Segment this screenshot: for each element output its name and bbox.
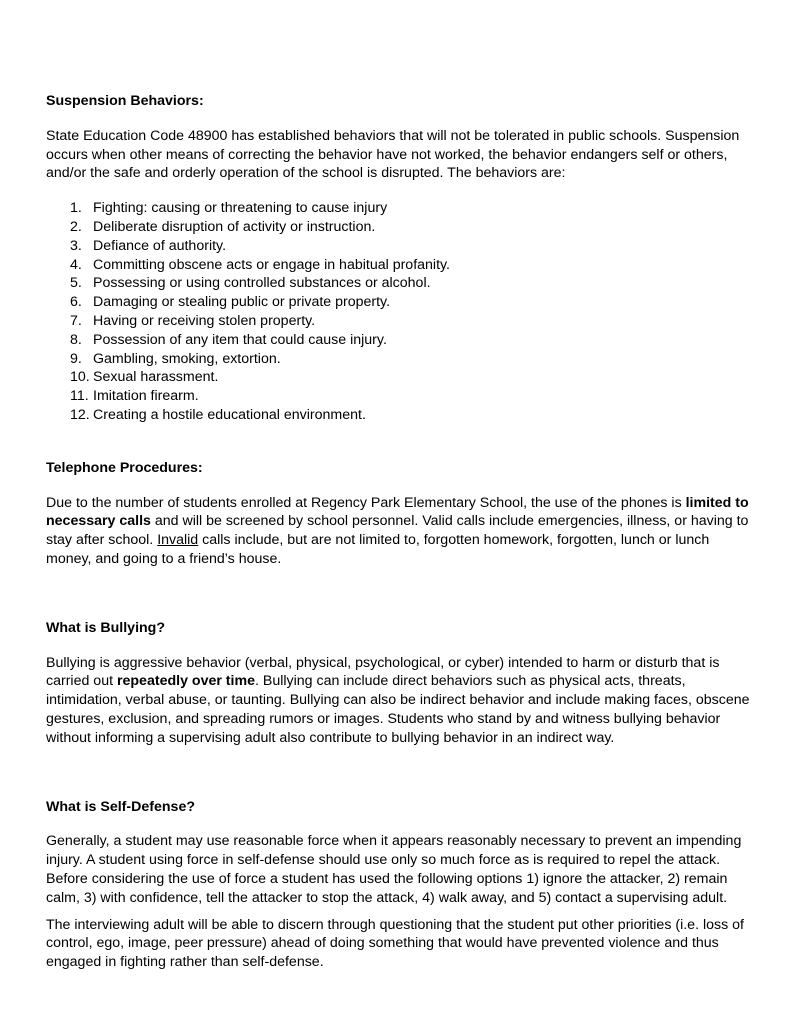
telephone-text-mid: and will be screened by school personnel. Valid calls include emergencies, illness, or having to stay after school. (46, 513, 749, 549)
telephone-text-start: Due to the number of students enrolled at Regency Park Elementary School, the use of the phones is (46, 494, 686, 511)
bullying-paragraph (46, 654, 751, 748)
telephone-heading: Telephone Procedures: (46, 459, 203, 476)
behavior-list-item (46, 256, 751, 275)
behavior-item-number: 2. (70, 218, 82, 235)
behavior-list-item (46, 331, 751, 350)
behavior-item-number: 11. (70, 388, 89, 405)
behavior-item-number: 9. (70, 350, 82, 367)
suspension-heading: Suspension Behaviors: (46, 93, 204, 109)
telephone-text-underline: Invalid (157, 532, 199, 549)
self-defense-paragraph-2: The interviewing adult will be able to discern through questioning that the student put other priorities (i.e. loss of control, ego, image, peer pressure) ahead of doing something that would have prevented violence and thus engaged in fighting rather than self-defense. (46, 916, 744, 971)
behavior-item-text: Defiance of authority. (93, 237, 227, 254)
behavior-item-number: 3. (70, 237, 82, 254)
bullying-text-start: Bullying is aggressive behavior (verbal, physical, psychological, or cyber) intended to harm or disturb that is carried out (46, 654, 720, 690)
document-page (46, 92, 751, 972)
behavior-list-item (46, 387, 751, 406)
behavior-list-item (46, 199, 751, 218)
behavior-list-item (46, 350, 751, 369)
behavior-item-text: Damaging or stealing public or private property. (93, 294, 391, 311)
telephone-text-bold: limited to necessary calls (46, 494, 749, 530)
behavior-item-number: 12. (70, 406, 90, 423)
behavior-item-number: 1. (70, 200, 82, 217)
behavior-item-text: Sexual harassment. (93, 369, 219, 386)
behavior-item-text: Gambling, smoking, extortion. (93, 350, 281, 367)
behavior-list-item (46, 368, 751, 387)
behavior-item-number: 6. (70, 294, 82, 311)
behavior-list-item (46, 406, 751, 425)
behavior-item-number: 10. (70, 369, 90, 386)
self-defense-paragraph-1: Generally, a student may use reasonable force when it appears reasonably necessary to prevent an impending injury. A student using force in self-defense should use only so much force as is required to repel the attack. Before considering the use of force a student has used the following options 1) ignore the attacker, 2) remain calm, 3) with confidence, tell the attacker to stop the attack, 4) walk away, and 5) contact a supervising adult. (46, 833, 742, 906)
self-defense-heading: What is Self-Defense? (46, 798, 195, 815)
suspension-behavior-list (46, 199, 751, 425)
behavior-item-number: 8. (70, 331, 82, 348)
bullying-text-bold: repeatedly over time (116, 673, 255, 690)
behavior-item-text: Possession of any item that could cause injury. (93, 331, 387, 348)
behavior-item-number: 7. (70, 312, 82, 329)
telephone-paragraph (46, 494, 751, 569)
behavior-item-text: Having or receiving stolen property. (93, 312, 316, 329)
behavior-item-text: Creating a hostile educational environment. (93, 406, 366, 423)
behavior-list-item (46, 237, 751, 256)
behavior-item-text: Deliberate disruption of activity or instruction. (93, 218, 376, 235)
bullying-heading: What is Bullying? (46, 619, 166, 636)
behavior-item-text: Fighting: causing or threatening to cause injury (93, 200, 388, 217)
behavior-item-number: 4. (70, 256, 82, 273)
behavior-list-item (46, 274, 751, 293)
bullying-text-end: . Bullying can include direct behaviors such as physical acts, threats, intimidation, verbal abuse, or taunting. Bullying can also be indirect behavior and include making faces, obscene gestures, exclusion, and spreading rumors or images. Students who stand by and witness bullying behavior without informing a supervising adult also contribute to bullying behavior in an indirect way. (46, 673, 750, 746)
behavior-item-text: Imitation firearm. (93, 388, 199, 405)
suspension-intro: State Education Code 48900 has established behaviors that will not be tolerated in public schools. Suspension occurs when other means of correcting the behavior have not worked, the behavior endangers self or others, and/or the safe and orderly operation of the school is disrupted. The behaviors are: (46, 127, 740, 182)
telephone-text-end: calls include, but are not limited to, forgotten homework, forgotten, lunch or lunch money, and going to a friend’s house. (46, 532, 710, 567)
behavior-list-item (46, 218, 751, 237)
behavior-item-text: Possessing or using controlled substances or alcohol. (93, 275, 431, 292)
behavior-list-item (46, 293, 751, 312)
behavior-item-number: 5. (70, 275, 82, 292)
behavior-item-text: Committing obscene acts or engage in habitual profanity. (93, 256, 450, 273)
behavior-list-item (46, 312, 751, 331)
